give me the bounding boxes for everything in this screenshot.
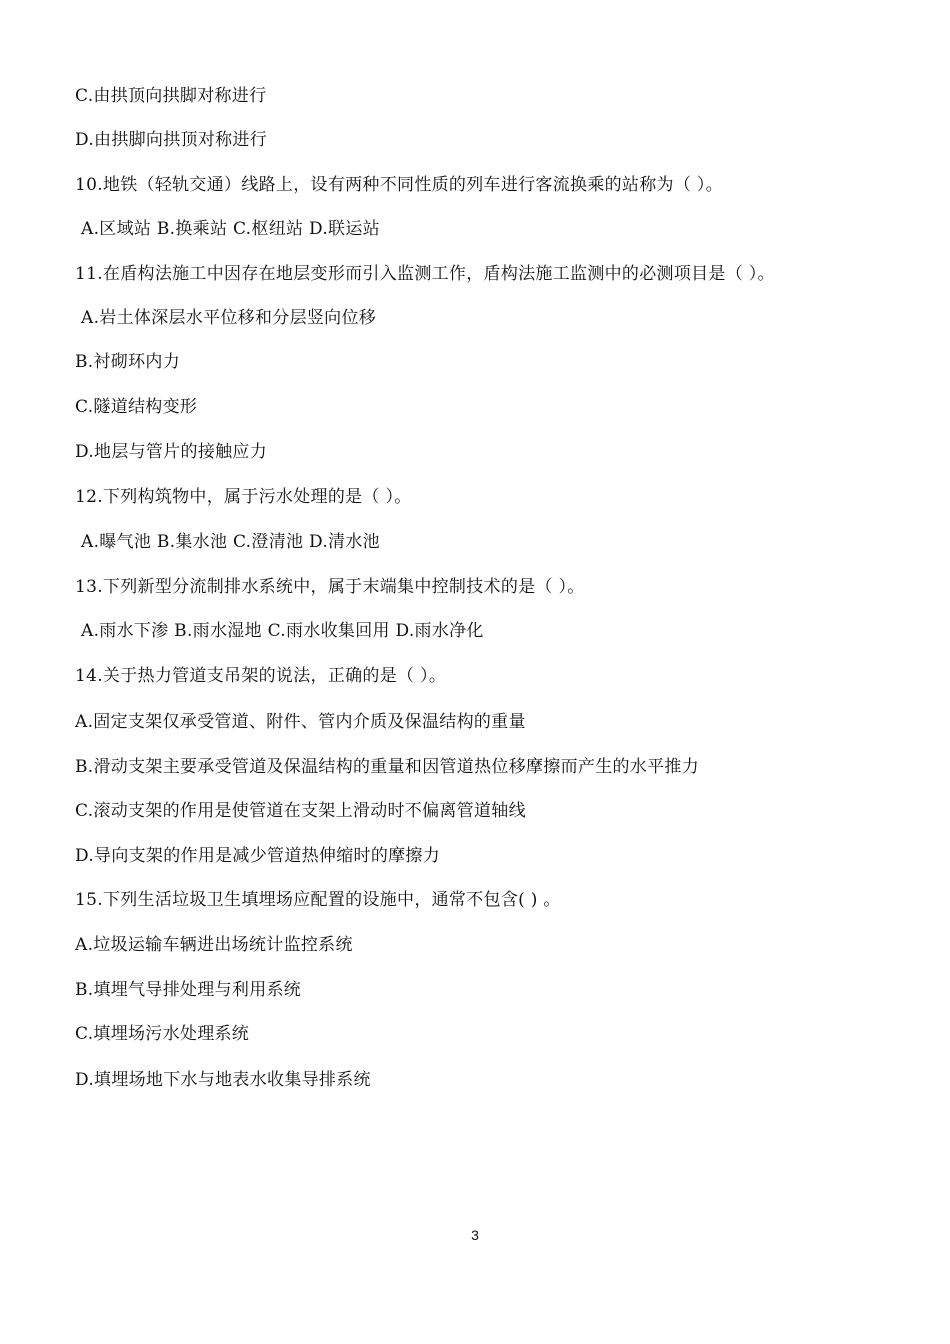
options-q13: A.雨水下渗 B.雨水湿地 C.雨水收集回用 D.雨水净化 bbox=[81, 621, 484, 641]
options-q12: A.曝气池 B.集水池 C.澄清池 D.清水池 bbox=[81, 532, 380, 552]
option-b-q15: B.填埋气导排处理与利用系统 bbox=[75, 980, 302, 1000]
option-d-q15: D.填埋场地下水与地表水收集导排系统 bbox=[75, 1070, 371, 1090]
page-number: 3 bbox=[471, 1227, 479, 1243]
option-b-q11: B.衬砌环内力 bbox=[75, 352, 180, 372]
question-10: 10.地铁（轻轨交通）线路上，设有两种不同性质的列车进行客流换乘的站称为（ ）。 bbox=[75, 175, 723, 195]
options-q10: A.区域站 B.换乘站 C.枢纽站 D.联运站 bbox=[81, 219, 380, 239]
option-c-q14: C.滚动支架的作用是使管道在支架上滑动时不偏离管道轴线 bbox=[75, 801, 526, 821]
question-14: 14.关于热力管道支吊架的说法，正确的是（ ）。 bbox=[75, 666, 447, 686]
option-c-q15: C.填埋场污水处理系统 bbox=[75, 1024, 250, 1044]
option-d-q9: D.由拱脚向拱顶对称进行 bbox=[75, 130, 268, 150]
option-a-q15: A.垃圾运输车辆进出场统计监控系统 bbox=[75, 935, 353, 955]
option-c-q9: C.由拱顶向拱脚对称进行 bbox=[75, 86, 267, 106]
option-d-q14: D.导向支架的作用是减少管道热伸缩时的摩擦力 bbox=[75, 846, 441, 866]
option-b-q14: B.滑动支架主要承受管道及保温结构的重量和因管道热位移摩擦而产生的水平推力 bbox=[75, 757, 699, 777]
option-a-q14: A.固定支架仅承受管道、附件、管内介质及保温结构的重量 bbox=[75, 712, 526, 732]
question-12: 12.下列构筑物中，属于污水处理的是（ ）。 bbox=[75, 487, 412, 507]
option-a-q11: A.岩土体深层水平位移和分层竖向位移 bbox=[81, 308, 377, 328]
question-13: 13.下列新型分流制排水系统中，属于末端集中控制技术的是（ ）。 bbox=[75, 577, 585, 597]
option-d-q11: D.地层与管片的接触应力 bbox=[75, 442, 268, 462]
option-c-q11: C.隧道结构变形 bbox=[75, 397, 198, 417]
question-11: 11.在盾构法施工中因存在地层变形而引入监测工作，盾构法施工监测中的必测项目是（ ）。 bbox=[75, 264, 775, 284]
question-15: 15.下列生活垃圾卫生填埋场应配置的设施中，通常不包含( ) 。 bbox=[75, 890, 561, 910]
